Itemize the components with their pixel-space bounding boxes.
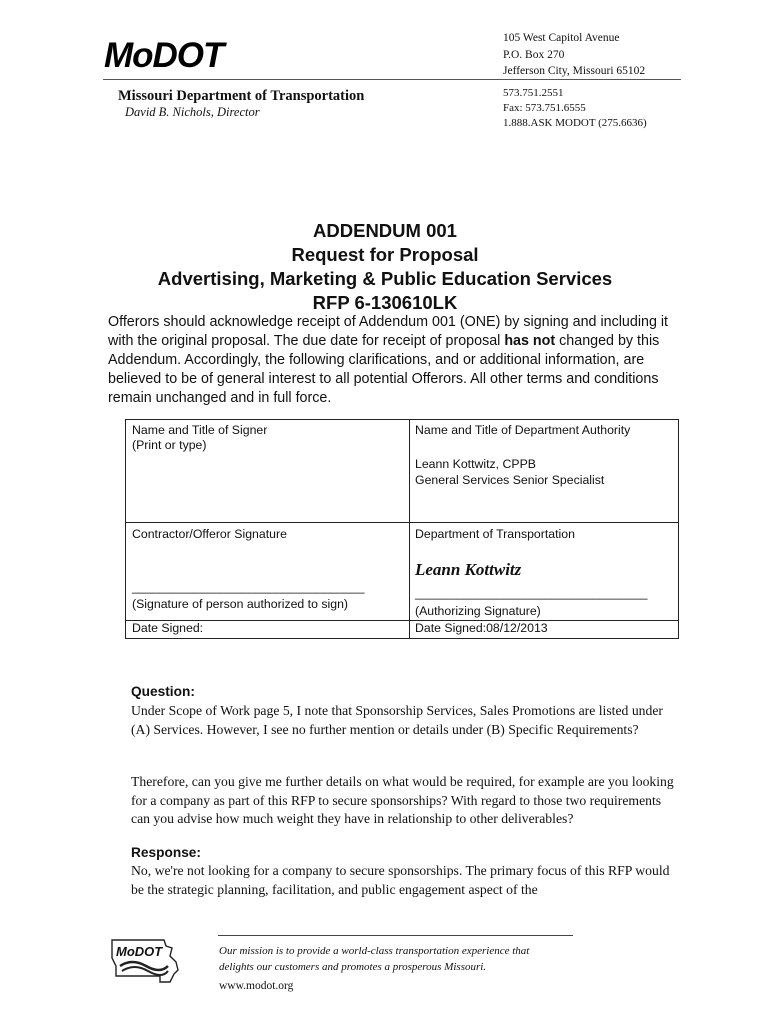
doc-title-addendum: ADDENDUM 001 xyxy=(313,220,457,241)
signature-line-right: __________________________________ xyxy=(415,586,648,600)
director-name: David B. Nichols, Director xyxy=(125,105,260,119)
footer-logo xyxy=(106,936,190,986)
address-line: P.O. Box 270 xyxy=(503,48,565,61)
toll-free: 1.888.ASK MODOT (275.6636) xyxy=(503,117,647,129)
signer-sublabel: (Print or type) xyxy=(132,438,207,452)
date-signed-left: Date Signed: xyxy=(132,621,204,635)
intro-bold-text: has not xyxy=(504,333,556,349)
intro-text-rest: changed by this Addendum. Accordingly, the following clarifications, and or additional information, are believed to be of general interest to all potential Offerors. All other terms and conditions remain unchanged and in full force. xyxy=(108,333,660,406)
website-link[interactable]: www.modot.org xyxy=(219,980,294,992)
department-label: Department of Transportation xyxy=(415,527,575,541)
authority-title: General Services Senior Specialist xyxy=(415,473,605,487)
signature-caption-left: (Signature of person authorized to sign) xyxy=(132,597,349,611)
contractor-signature-label: Contractor/Offeror Signature xyxy=(132,527,287,541)
response-paragraph-1: No, we're not looking for a company to secure sponsorships. The primary focus of this RFP would be the strategic planning, facilitation, and public engagement aspect of the xyxy=(131,863,670,897)
table-divider xyxy=(126,620,678,621)
footer-divider xyxy=(218,935,573,936)
handwritten-signature: Leann Kottwitz xyxy=(415,560,522,579)
header-divider xyxy=(103,79,681,80)
question-paragraph-1: Under Scope of Work page 5, I note that Sponsorship Services, Sales Promotions are listed under (A) Services. However, I see no further mention or details under (B) Specific Requirements? xyxy=(131,703,663,737)
table-divider xyxy=(126,522,678,523)
missouri-map-icon xyxy=(106,936,190,986)
signature-caption-right: (Authorizing Signature) xyxy=(415,604,541,618)
address-line: Jefferson City, Missouri 65102 xyxy=(503,65,646,77)
signature-line-left: __________________________________ xyxy=(132,580,365,594)
mission-statement xyxy=(219,944,529,975)
authority-name: Leann Kottwitz, CPPB xyxy=(415,457,536,471)
doc-title-rfp: Request for Proposal xyxy=(291,244,479,265)
signer-label: Name and Title of Signer xyxy=(132,423,268,437)
fax: Fax: 573.751.6555 xyxy=(503,102,586,114)
address-line: 105 West Capitol Avenue xyxy=(503,32,620,44)
mission-line: Our mission is to provide a world-class transportation experience that xyxy=(219,945,530,957)
intro-paragraph xyxy=(108,313,678,408)
department-name: Missouri Department of Transportation xyxy=(118,88,365,104)
date-signed-right: Date Signed:08/12/2013 xyxy=(415,621,548,635)
phone: 573.751.2551 xyxy=(503,87,564,99)
authority-label: Name and Title of Department Authority xyxy=(415,423,631,437)
modot-logo: MoDOT xyxy=(104,36,224,75)
question-heading: Question: xyxy=(131,684,195,699)
acknowledgement-table xyxy=(125,419,679,639)
question-paragraph-2: Therefore, can you give me further details on what would be required, for example are you looking for a company as part of this RFP to secure sponsorships? With regard to those two requirements can you advise how much weight they have in relationship to other deliverables? xyxy=(131,774,674,826)
intro-text: Offerors should acknowledge receipt of Addendum 001 (ONE) by signing and including it with the original proposal. The due date for receipt of proposal xyxy=(108,314,669,349)
doc-title-services: Advertising, Marketing & Public Education Services xyxy=(157,268,613,289)
response-heading: Response: xyxy=(131,845,201,860)
doc-title-number: RFP 6-130610LK xyxy=(312,292,458,313)
contact-block xyxy=(503,86,647,131)
table-divider xyxy=(409,420,410,638)
mission-line: delights our customers and promotes a prosperous Missouri. xyxy=(219,960,487,973)
address-block xyxy=(503,30,645,80)
footer-logo-text: MoDOT xyxy=(116,944,163,959)
